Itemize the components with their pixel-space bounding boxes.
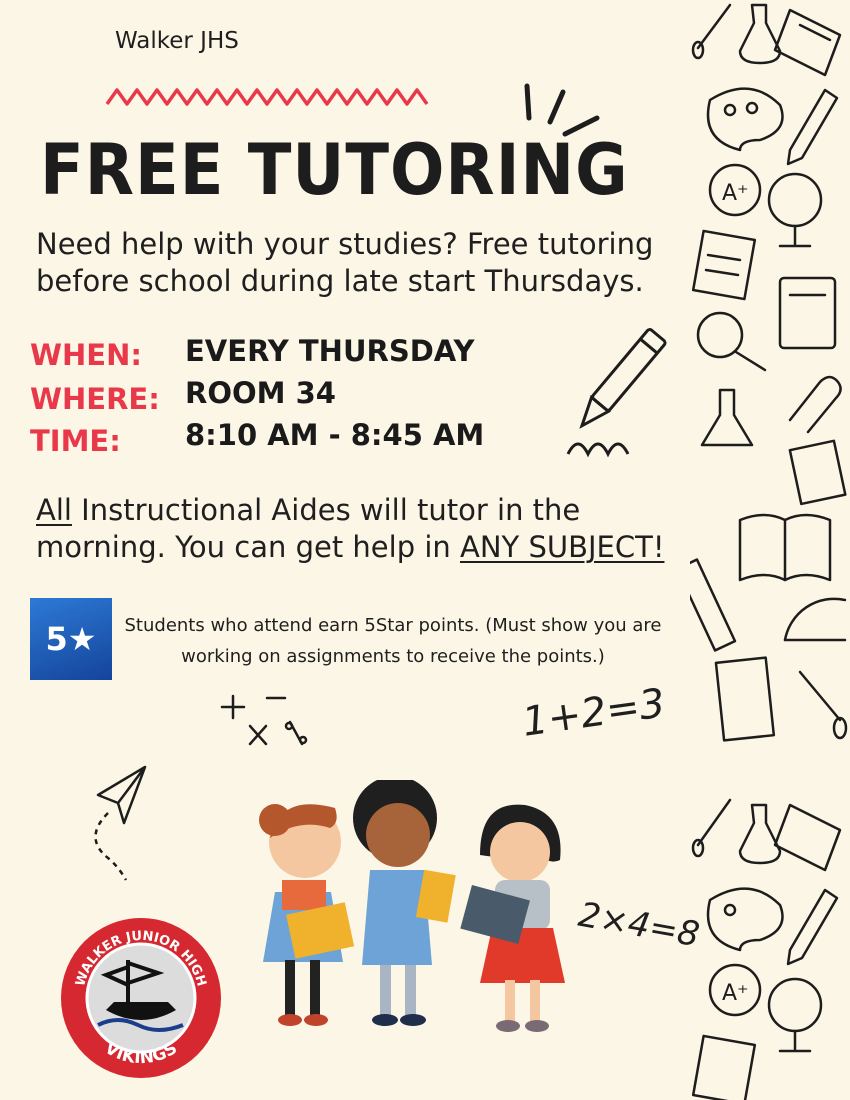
math-symbols-icon: [215, 688, 315, 753]
student-girl-left: [259, 804, 354, 1026]
when-label: WHEN:: [30, 338, 142, 372]
flask-icon: [740, 805, 780, 863]
notebook-icon: [693, 231, 755, 299]
grade-a-icon: [710, 965, 760, 1015]
school-doodles-strip: [690, 0, 850, 1100]
svg-text:A⁺: A⁺: [722, 981, 749, 1006]
where-value: ROOM 34: [185, 376, 336, 410]
logo-bottom-text: VIKINGS: [101, 1038, 181, 1069]
student-girl-right: [460, 805, 565, 1032]
where-label: WHERE:: [30, 382, 160, 416]
grade-a-icon: [710, 165, 760, 215]
pencil-icon: [560, 322, 680, 472]
school-name: Walker JHS: [115, 28, 239, 54]
svg-text:A⁺: A⁺: [722, 181, 749, 206]
open-book-icon: [740, 515, 830, 580]
five-star-badge: [30, 598, 112, 680]
intro-text: Need help with your studies? Free tutoring before school during late start Thursdays.: [36, 227, 654, 298]
paintbrush-icon: [693, 800, 730, 856]
logo-top-text: WALKER JUNIOR HIGH: [73, 928, 209, 989]
sum-doodle: 1+2=3: [519, 680, 668, 746]
product-doodle: 2×4=8: [575, 894, 703, 956]
magnifier-icon: [698, 313, 765, 370]
zigzag-decoration: [105, 82, 435, 112]
ruler-icon: [690, 560, 735, 651]
student-boy-middle: [353, 780, 456, 1026]
brush-icon: [800, 672, 846, 738]
palette-icon: [708, 89, 783, 150]
when-value: EVERY THURSDAY: [185, 334, 475, 368]
notepad-icon: [790, 441, 845, 504]
aides-body: Instructional Aides will tutor in the morning. You can get help in: [36, 493, 581, 564]
five-star-note: Students who attend earn 5Star points. (Must show you are working on assignments to receive the points.): [124, 615, 662, 667]
five-star-badge-text: 5★: [45, 620, 97, 658]
flask-icon: [740, 5, 780, 63]
book-icon: [775, 805, 840, 870]
book-icon: [775, 10, 840, 75]
protractor-icon: [785, 599, 845, 640]
walker-vikings-logo: [58, 915, 224, 1081]
paintbrush-icon: [693, 5, 730, 58]
paperclip-icon: [790, 377, 841, 432]
beaker-icon: [702, 390, 752, 445]
globe-icon: [769, 979, 821, 1051]
pencil-icon: [788, 890, 837, 964]
any-subject-emphasis: ANY SUBJECT!: [459, 530, 665, 564]
spiral-notebook-icon: [780, 278, 835, 348]
aides-text: [36, 492, 696, 566]
closed-book-icon: [716, 658, 774, 741]
globe-icon: [769, 174, 821, 246]
time-value: 8:10 AM - 8:45 AM: [185, 418, 485, 452]
all-emphasis: All: [36, 493, 72, 527]
notebook-icon: [693, 1036, 755, 1100]
time-label: TIME:: [30, 424, 121, 458]
palette-icon: [708, 889, 783, 950]
students-reading-illustration: [230, 780, 570, 1050]
burst-lines-decoration: [515, 78, 605, 148]
page-title: FREE TUTORING: [40, 130, 629, 212]
paper-plane-icon: [80, 765, 170, 885]
pencil-icon: [788, 90, 837, 164]
